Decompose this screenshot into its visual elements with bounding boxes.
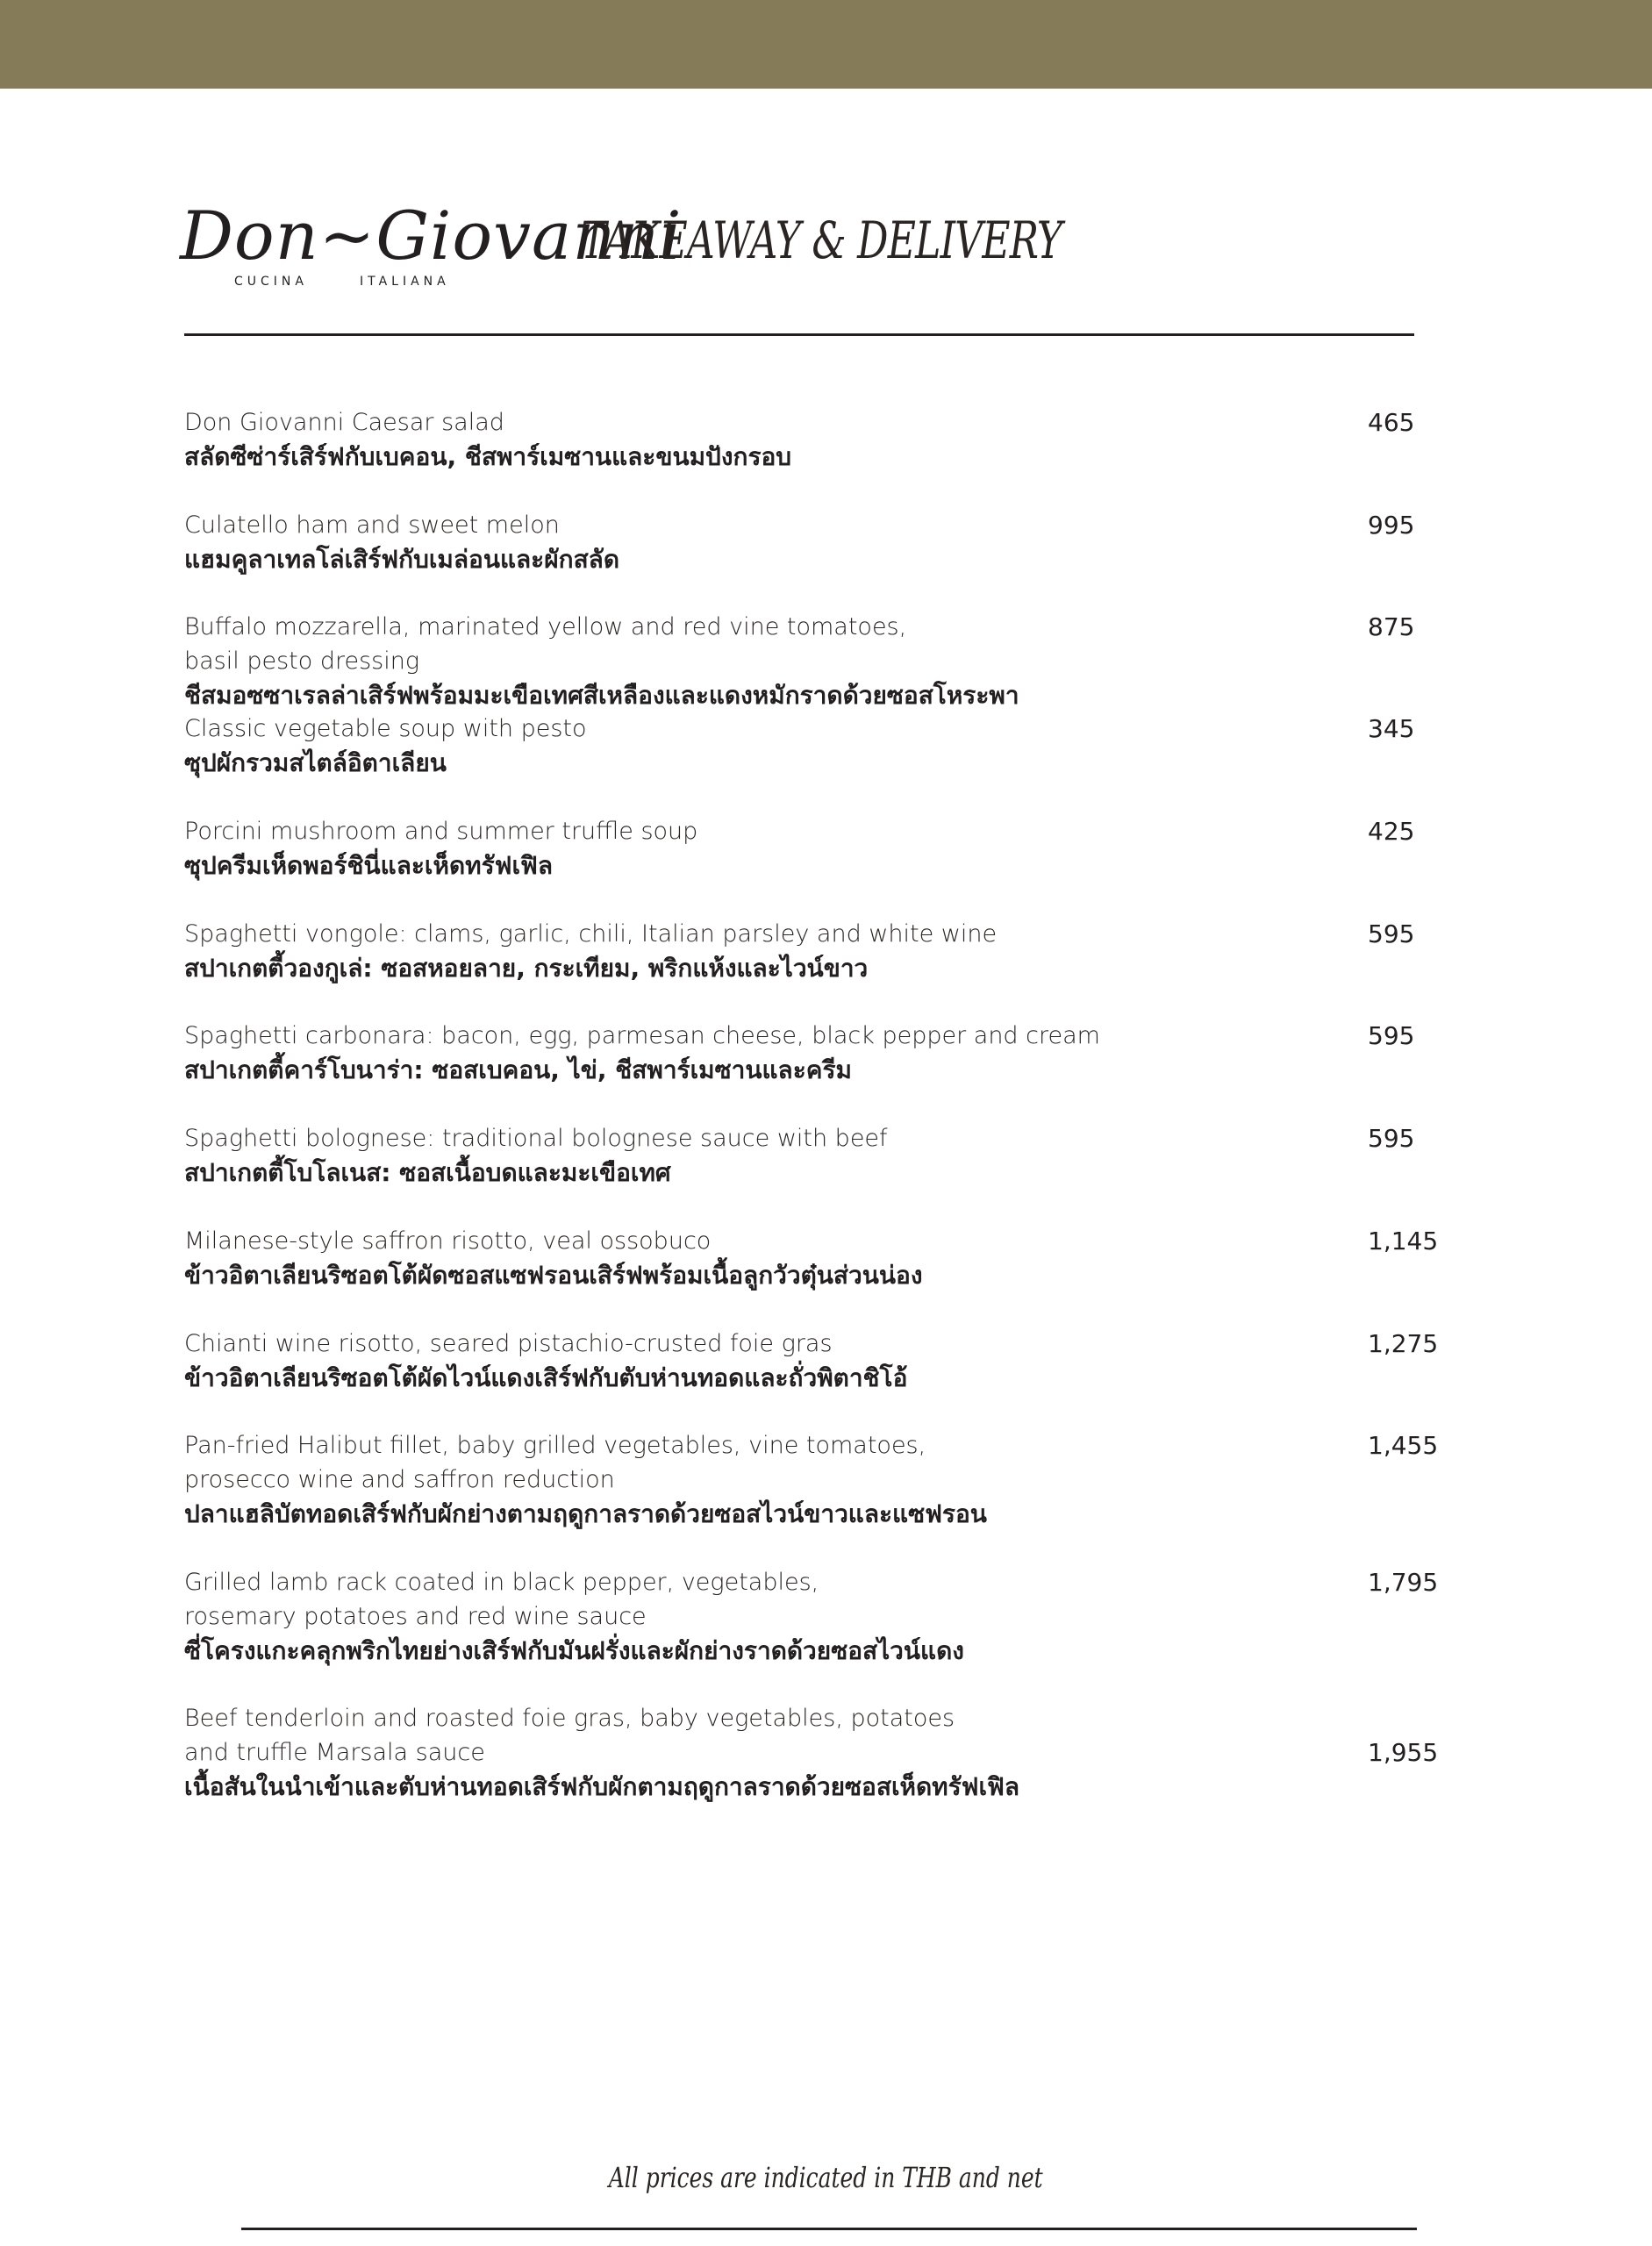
item-price: 345 bbox=[1368, 714, 1415, 743]
item-name-en: Grilled lamb rack coated in black pepper, vegetables, bbox=[184, 1569, 819, 1596]
item-name-en: Culatello ham and sweet melon bbox=[184, 511, 560, 539]
item-name-th: ชีสมอซซาเรลล่าเสิร์ฟพร้อมมะเขือเทศสีเหลืองและแดงหมักราดด้วยซอสโหระพา bbox=[184, 681, 1019, 710]
item-name-en-continued: and truffle Marsala sauce bbox=[184, 1739, 485, 1766]
menu-item bbox=[184, 1224, 1500, 1292]
item-name-en-continued: basil pesto dressing bbox=[184, 647, 420, 675]
item-name-en: Don Giovanni Caesar salad bbox=[184, 409, 504, 436]
item-price: 465 bbox=[1368, 408, 1415, 437]
price-footnote bbox=[0, 2161, 1652, 2194]
item-name-th: ข้าวอิตาเลียนริซอตโต้ผัดไวน์แดงเสิร์ฟกับตับห่านทอดและถั่วพิตาชิโอ้ bbox=[184, 1363, 908, 1392]
item-price: 595 bbox=[1368, 1021, 1415, 1050]
footer-divider bbox=[241, 2228, 1417, 2230]
item-price: 1,455 bbox=[1368, 1431, 1439, 1460]
item-price: 995 bbox=[1368, 511, 1415, 540]
header-divider bbox=[184, 333, 1414, 336]
item-price: 1,795 bbox=[1368, 1568, 1439, 1597]
item-name-en: Chianti wine risotto, seared pistachio-crusted foie gras bbox=[184, 1330, 833, 1357]
item-price: 595 bbox=[1368, 919, 1415, 948]
item-name-th: สปาเกตตี้วองกูเล่: ซอสหอยลาย, กระเทียม, พริกแห้งและไวน์ขาว bbox=[184, 954, 869, 983]
menu-item bbox=[184, 1019, 1500, 1087]
item-price: 425 bbox=[1368, 817, 1415, 846]
menu-item bbox=[184, 508, 1500, 576]
restaurant-logo bbox=[180, 197, 683, 289]
menu-item bbox=[184, 1327, 1500, 1395]
menu-item bbox=[184, 814, 1500, 883]
item-name-th: ปลาแฮลิบัตทอดเสิร์ฟกับผักย่างตามฤดูกาลราดด้วยซอสไวน์ขาวและแซฟรอน bbox=[184, 1499, 987, 1528]
item-name-th: ซุปครีมเห็ดพอร์ชินี่และเห็ดทรัฟเฟิล bbox=[184, 851, 553, 880]
menu-item bbox=[184, 1565, 1500, 1668]
item-name-th: สลัดซีซ่าร์เสิร์ฟกับเบคอน, ชีสพาร์เมซานและขนมปังกรอบ bbox=[184, 442, 792, 471]
item-name-en-continued: prosecco wine and saffron reduction bbox=[184, 1466, 615, 1493]
item-name-en: Spaghetti carbonara: bacon, egg, parmesan cheese, black pepper and cream bbox=[184, 1022, 1100, 1049]
item-price: 1,275 bbox=[1368, 1329, 1439, 1358]
item-price: 875 bbox=[1368, 612, 1415, 641]
item-name-en: Spaghetti bolognese: traditional bolognese sauce with beef bbox=[184, 1125, 888, 1152]
item-name-th: สปาเกตตี้คาร์โบนาร่า: ซอสเบคอน, ไข่, ชีสพาร์เมซานและครีม bbox=[184, 1055, 852, 1084]
menu-item bbox=[184, 917, 1500, 985]
menu-item bbox=[184, 1701, 1500, 1804]
item-name-en-continued: rosemary potatoes and red wine sauce bbox=[184, 1603, 647, 1630]
menu-item bbox=[184, 1121, 1500, 1190]
item-name-en: Classic vegetable soup with pesto bbox=[184, 715, 587, 742]
logo-wordmark: Don~Giovanni bbox=[180, 197, 683, 275]
logo-subtitle-right: ITALIANA bbox=[360, 275, 450, 289]
item-name-en: Buffalo mozzarella, marinated yellow and red vine tomatoes, bbox=[184, 613, 907, 640]
item-name-en: Spaghetti vongole: clams, garlic, chili, Italian parsley and white wine bbox=[184, 920, 998, 948]
item-price: 1,145 bbox=[1368, 1227, 1439, 1255]
item-name-th: ข้าวอิตาเลียนริซอตโต้ผัดซอสแซฟรอนเสิร์ฟพร้อมเนื้อลูกวัวตุ๋นส่วนน่อง bbox=[184, 1261, 923, 1290]
item-name-th: เนื้อสันในนำเข้าและตับห่านทอดเสิร์ฟกับผักตามฤดูกาลราดด้วยซอสเห็ดทรัฟเฟิล bbox=[184, 1772, 1020, 1801]
item-name-en: Beef tenderloin and roasted foie gras, baby vegetables, potatoes bbox=[184, 1705, 955, 1732]
item-name-th: ซี่โครงแกะคลุกพริกไทยย่างเสิร์ฟกับมันฝรั่งและผักย่างราดด้วยซอสไวน์แดง bbox=[184, 1636, 964, 1665]
price-footnote-text: All prices are indicated in THB and net bbox=[609, 2161, 1043, 2194]
item-name-en: Milanese-style saffron risotto, veal ossobuco bbox=[184, 1227, 712, 1255]
item-name-th: ซุปผักรวมสไตล์อิตาเลียน bbox=[184, 748, 447, 777]
item-name-th: สปาเกตตี้โบโลเนส: ซอสเนื้อบดและมะเขือเทศ bbox=[184, 1158, 671, 1187]
menu-title: TAKEAWAY & DELIVERY bbox=[581, 211, 1062, 270]
item-name-en: Pan-fried Halibut fillet, baby grilled vegetables, vine tomatoes, bbox=[184, 1432, 926, 1459]
menu-item bbox=[184, 405, 1500, 474]
item-name-en: Porcini mushroom and summer truffle soup bbox=[184, 818, 698, 845]
logo-subtitle-left: CUCINA bbox=[234, 275, 308, 289]
top-band bbox=[0, 0, 1652, 89]
menu-item bbox=[184, 712, 1500, 780]
item-price: 1,955 bbox=[1368, 1738, 1439, 1767]
menu-item bbox=[184, 1428, 1500, 1531]
item-name-th: แฮมคูลาเทลโล่เสิร์ฟกับเมล่อนและผักสลัด bbox=[184, 545, 620, 574]
item-price: 595 bbox=[1368, 1124, 1415, 1153]
menu-item bbox=[184, 610, 1500, 712]
